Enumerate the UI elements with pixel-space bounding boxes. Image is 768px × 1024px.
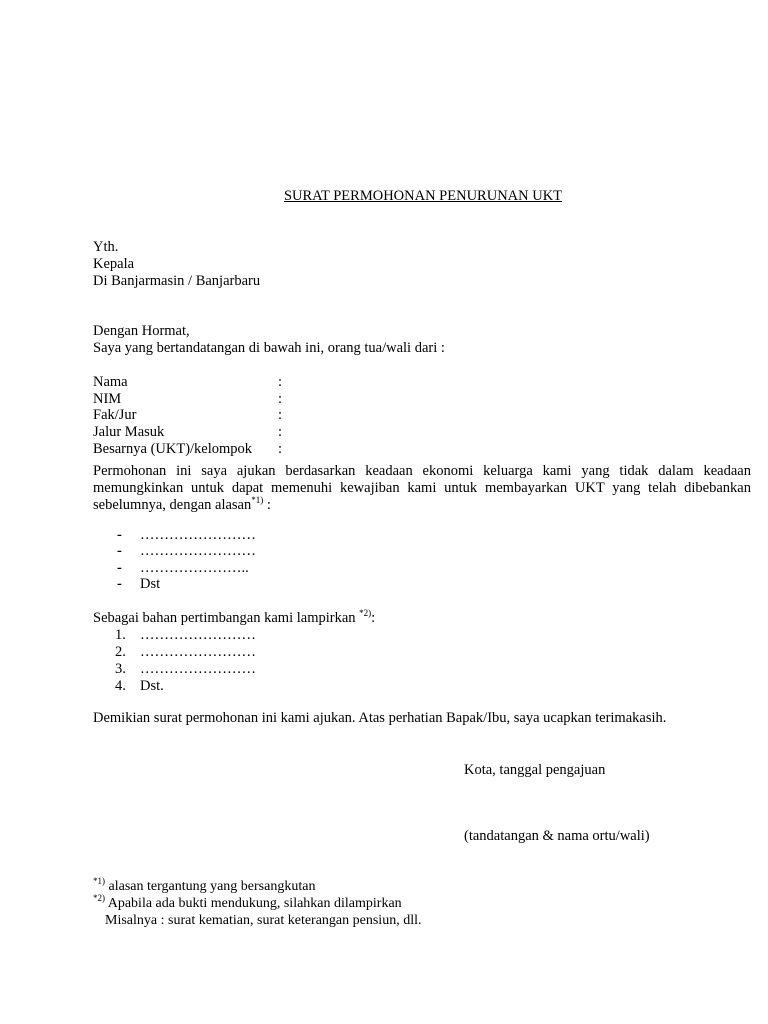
- closing-text: Demikian surat permohonan ini kami ajukan. Atas perhatian Bapak/Ibu, saya ucapkan terimakasih.: [93, 710, 667, 726]
- field-label-nama: Nama: [93, 374, 128, 390]
- footnote-1: [93, 878, 315, 895]
- footnote-ref-2: *2): [359, 608, 372, 618]
- field-label-jalur-masuk: Jalur Masuk: [93, 424, 165, 440]
- list-number: 2.: [115, 644, 126, 660]
- field-colon: :: [278, 391, 283, 407]
- field-label-nim: NIM: [93, 391, 122, 407]
- letter-title: SURAT PERMOHONAN PENURUNAN UKT: [283, 188, 563, 204]
- attachments-intro: [93, 610, 375, 627]
- recipient-line-3: Di Banjarmasin / Banjarbaru: [93, 273, 261, 289]
- attachment-item: ……………………: [140, 661, 256, 677]
- footnote-1-text: alasan tergantung yang bersangkutan: [108, 879, 316, 894]
- bullet-dash: -: [117, 576, 122, 592]
- list-number: 4.: [115, 678, 126, 694]
- reason-item: ……………………: [140, 527, 256, 543]
- list-number: 3.: [115, 661, 126, 677]
- bullet-dash: -: [117, 543, 122, 559]
- field-colon: :: [278, 441, 283, 457]
- recipient-line-1: Yth.: [93, 239, 119, 255]
- attachment-item: ……………………: [140, 644, 256, 660]
- attachments-intro-text: Sebagai bahan pertimbangan kami lampirkan: [93, 610, 360, 626]
- reason-paragraph: [93, 463, 751, 514]
- field-label-ukt: Besarnya (UKT)/kelompok: [93, 441, 253, 457]
- signature-placeholder: (tandatangan & nama ortu/wali): [464, 828, 650, 844]
- reason-paragraph-text: Permohonan ini saya ajukan berdasarkan keadaan ekonomi keluarga kami yang tidak dalam keadaan memungkinkan untuk dapat memenuhi kewajiban kami untuk membayarkan UKT yang telah dibebankan sebelumnya, dengan alasan: [93, 463, 751, 513]
- field-colon: :: [278, 424, 283, 440]
- footnote-ref-1: *1): [251, 495, 264, 505]
- footnote-2-text: Apabila ada bukti mendukung, silahkan dilampirkan: [105, 896, 402, 911]
- field-colon: :: [278, 374, 283, 390]
- footnote-2: [93, 895, 402, 912]
- bullet-dash: -: [117, 527, 122, 543]
- reason-item: …………………..: [140, 560, 249, 576]
- place-date: Kota, tanggal pengajuan: [464, 762, 606, 778]
- intro-text: Saya yang bertandatangan di bawah ini, orang tua/wali dari :: [93, 340, 445, 356]
- list-number: 1.: [115, 627, 126, 643]
- reason-item: Dst: [140, 576, 161, 592]
- attachments-intro-suffix: :: [371, 610, 376, 626]
- field-colon: :: [278, 407, 283, 423]
- reason-item: ……………………: [140, 543, 256, 559]
- attachment-item: Dst.: [140, 678, 164, 694]
- greeting: Dengan Hormat,: [93, 323, 190, 339]
- recipient-line-2: Kepala: [93, 256, 135, 272]
- footnote-2-marker: *2): [93, 893, 105, 903]
- bullet-dash: -: [117, 560, 122, 576]
- footnote-2-continuation: Misalnya : surat kematian, surat keterangan pensiun, dll.: [105, 913, 422, 928]
- field-label-fakjur: Fak/Jur: [93, 407, 137, 423]
- reason-paragraph-suffix: :: [263, 497, 271, 513]
- attachment-item: ……………………: [140, 627, 256, 643]
- footnote-1-marker: *1): [93, 876, 105, 886]
